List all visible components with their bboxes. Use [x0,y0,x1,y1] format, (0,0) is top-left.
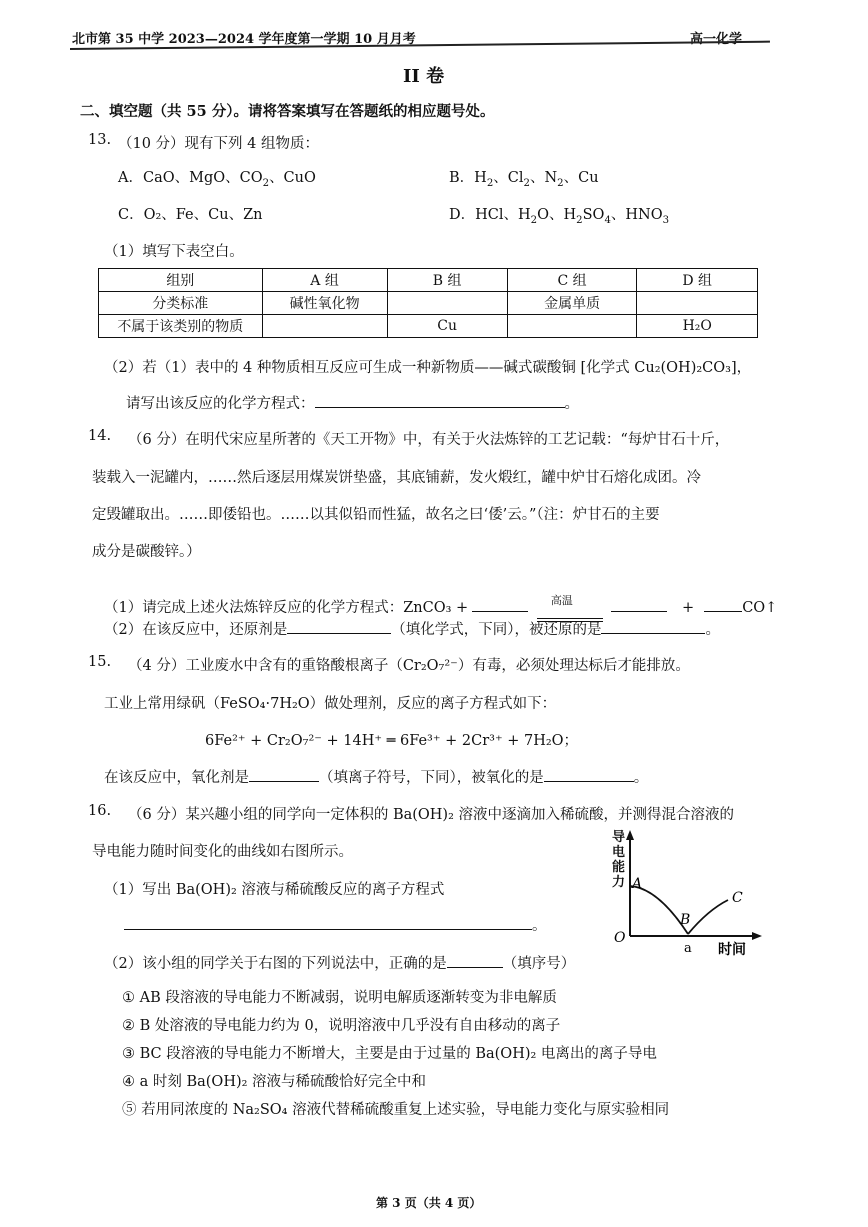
table-cell: Cu [387,315,507,338]
option-d: D．HCl、$H_2O$、$H_2SO_4$、$HNO_3$ [449,207,670,226]
part-2-text: （2）在该反应中，还原剂是 （填化学式，下同），被还原的是 。 [104,618,720,639]
answer-blank[interactable] [249,767,319,782]
answer-blank[interactable] [611,597,667,612]
option-b: B．$H_2$、$Cl_2$、$N_2$、Cu [449,170,599,189]
answer-blank[interactable] [287,619,391,634]
volume-title: II 卷 [403,66,445,87]
question-text: 在该反应中，氧化剂是 （填离子符号，下同），被氧化的是 。 [104,766,648,787]
question-text: （4 分）工业废水中含有的重铬酸根离子（Cr₂O₇²⁻）有毒，必须处理达标后才能排放。 [128,658,690,674]
table-cell[interactable] [637,292,758,315]
table-cell[interactable] [387,292,507,315]
passage-line: 定毁罐取出。……即倭铅也。……以其似铅而性猛，故名之曰‘倭’云。”（注：炉甘石的主要 [92,507,660,523]
table-cell: 不属于该类别的物质 [99,315,263,338]
x-axis-arrow [752,932,762,940]
curve-bc [688,900,728,934]
answer-blank[interactable] [544,767,634,782]
part-1-text: （1）写出 Ba(OH)₂ 溶液与稀硫酸反应的离子方程式 [104,882,445,898]
exam-header: 北市第 35 中学 2023—2024 学年度第一学期 10 月月考 [72,32,416,47]
x-axis-label: 时间 [718,942,746,958]
table-cell: H₂O [637,315,758,338]
statement-item: ⑤ 若用同浓度的 Na₂SO₄ 溶液代替稀硫酸重复上述实验，导电能力变化与原实验相同 [122,1102,670,1118]
table-cell[interactable] [507,315,637,338]
question-number: 13. [88,132,112,148]
part-2-text: （2）该小组的同学关于右图的下列说法中，正确的是 （填序号） [104,952,575,973]
subject-label: 高一化学 [690,32,743,47]
question-number: 14. [88,428,112,444]
table-header-row [99,269,758,292]
part-2-prompt: 请写出该反应的化学方程式： 。 [126,392,579,413]
section-heading: 二、填空题（共 55 分）。请将答案填写在答题纸的相应题号处。 [80,103,495,120]
part-2-text: （2）若（1）表中的 4 种物质相互反应可生成一种新物质——碱式碳酸铜 [化学式 Cu₂(OH)₂CO₃]， [104,360,752,376]
table-header-cell: 组别 [99,269,263,292]
answer-blank[interactable] [472,597,528,612]
part-1-equation: （1）请完成上述火法炼锌反应的化学方程式：ZnCO₃ + 高温 + CO↑ [104,596,777,617]
statement-item: ② B 处溶液的导电能力约为 0，说明溶液中几乎没有自由移动的离子 [122,1018,561,1034]
table-header-cell: A 组 [262,269,387,292]
option-c: C．O₂、Fe、Cu、Zn [118,207,263,223]
table-cell: 分类标准 [99,292,263,315]
table-cell: 碱性氧化物 [262,292,387,315]
statement-item: ① AB 段溶液的导电能力不断减弱，说明电解质逐渐转变为非电解质 [122,990,557,1006]
option-a: A．CaO、MgO、$CO_2$、CuO [118,170,316,189]
passage-line: （6 分）在明代宋应星所著的《天工开物》中，有关于火法炼锌的工艺记载：“每炉甘石十斤， [128,432,730,448]
part-1-instruction: （1）填写下表空白。 [104,244,244,260]
question-text: 工业上常用绿矾（FeSO₄·7H₂O）做处理剂，反应的离子方程式如下： [104,696,557,712]
point-c-label: C [732,890,743,906]
question-number: 15. [88,654,112,670]
table-header-cell: D 组 [637,269,758,292]
passage-line: 成分是碳酸锌。） [92,544,201,560]
answer-blank[interactable] [315,393,565,408]
passage-line: 装载入一泥罐内，……然后逐层用煤炭饼垫盛，其底铺薪，发火煅红，罐中炉甘石熔化成团。冷 [92,470,701,486]
answer-blank[interactable] [601,619,705,634]
statement-item: ④ a 时刻 Ba(OH)₂ 溶液与稀硫酸恰好完全中和 [122,1074,427,1090]
answer-blank[interactable] [447,953,503,968]
ionic-equation: 6Fe²⁺ + Cr₂O₇²⁻ + 14H⁺ ═ 6Fe³⁺ + 2Cr³⁺ + 7H₂O； [205,733,579,749]
question-text: 导电能力随时间变化的曲线如右图所示。 [92,844,353,860]
table-header-cell: B 组 [387,269,507,292]
point-a-label: A [632,876,643,892]
y-axis-label: 导电能力 [612,830,626,890]
question-stem: （10 分）现有下列 4 组物质： [118,136,320,152]
statement-item: ③ BC 段溶液的导电能力不断增大，主要是由于过量的 Ba(OH)₂ 电离出的离子导电 [122,1046,657,1062]
table-header-cell: C 组 [507,269,637,292]
page-footer: 第 3 页（共 4 页） [376,1196,482,1210]
table-row [99,292,758,315]
answer-blank[interactable] [704,597,742,612]
origin-label: O [614,930,626,946]
table-row [99,315,758,338]
answer-blank[interactable] [124,915,532,930]
tick-a-label: a [684,941,692,956]
question-text: （6 分）某兴趣小组的同学向一定体积的 Ba(OH)₂ 溶液中逐滴加入稀硫酸，并测得混合溶液的 [128,807,735,823]
question-number: 16. [88,803,112,819]
table-cell[interactable] [262,315,387,338]
classification-table [98,268,758,338]
table-cell: 金属单质 [507,292,637,315]
part-1-answer: 。 [124,914,547,935]
point-b-label: B [680,912,691,928]
